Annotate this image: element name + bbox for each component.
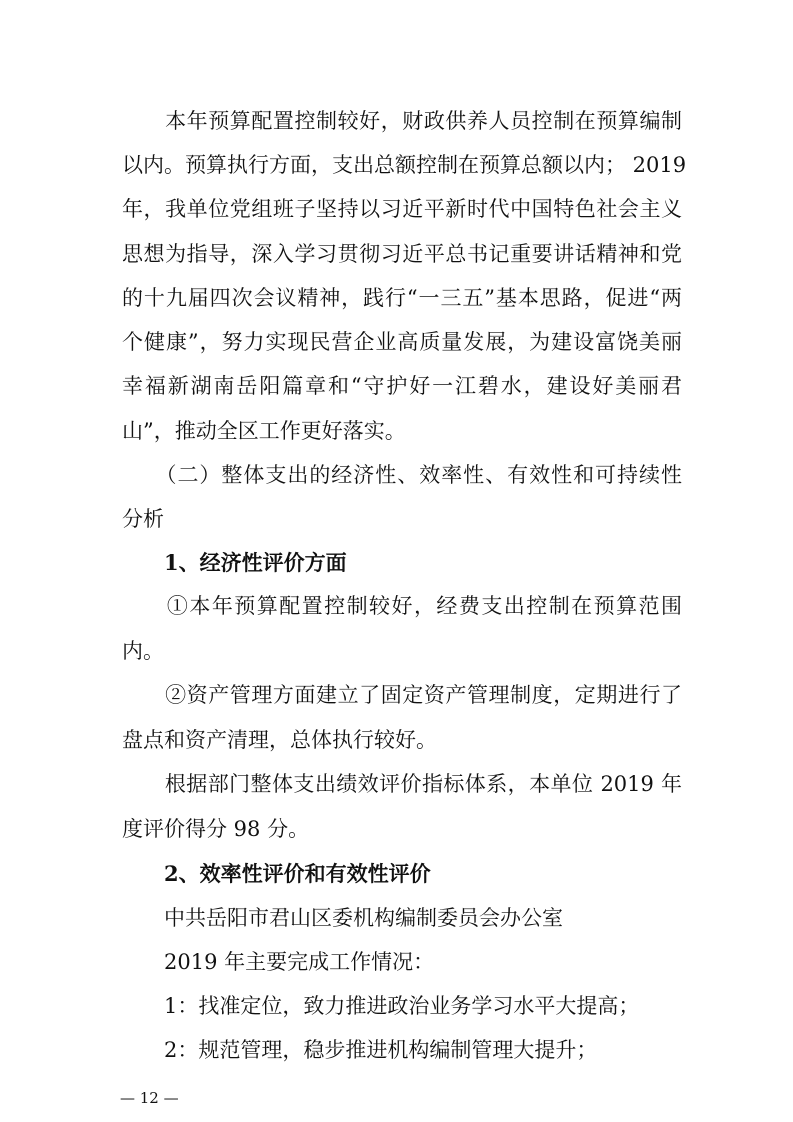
paragraph-line: 盘点和资产清理，总体执行较好。: [122, 728, 437, 752]
paragraph-line: 以内。预算执行方面，支出总额控制在预算总额以内； 2019: [122, 153, 687, 177]
paragraph-line: 度评价得分 98 分。: [122, 817, 310, 841]
paragraph-line: 思想为指导，深入学习贯彻习近平总书记重要讲话精神和党: [122, 242, 682, 266]
paragraph-line: 本年预算配置控制较好，财政供养人员控制在预算编制: [122, 109, 682, 133]
paragraph-line: 个健康”，努力实现民营企业高质量发展，为建设富饶美丽: [122, 330, 682, 354]
work-item: 1：找准定位，致力推进政治业务学习水平大提高；: [164, 994, 640, 1018]
section-heading: 分析: [122, 507, 164, 531]
section-heading: （二）整体支出的经济性、效率性、有效性和可持续性: [122, 463, 682, 487]
paragraph-line: 幸福新湖南岳阳篇章和“守护好一江碧水，建设好美丽君: [122, 374, 682, 398]
work-item: 2：规范管理，稳步推进机构编制管理大提升；: [164, 1038, 598, 1062]
paragraph-line: 山”，推动全区工作更好落实。: [122, 419, 406, 443]
paragraph-line: 年，我单位党组班子坚持以习近平新时代中国特色社会主义: [122, 197, 682, 221]
paragraph-line: 内。: [122, 639, 164, 663]
subsection-heading: 2、效率性评价和有效性评价: [164, 861, 431, 886]
work-intro: 2019 年主要完成工作情况：: [164, 950, 435, 974]
paragraph-line: ①本年预算配置控制较好，经费支出控制在预算范围: [122, 594, 682, 618]
page-number: — 12 —: [120, 1089, 179, 1107]
subsection-heading: 1、经济性评价方面: [164, 550, 347, 575]
paragraph-line: ②资产管理方面建立了固定资产管理制度，定期进行了: [122, 683, 682, 707]
paragraph-line: 根据部门整体支出绩效评价指标体系，本单位 2019 年: [122, 772, 682, 796]
paragraph-line: 的十九届四次会议精神，践行“一三五”基本思路，促进“两: [122, 286, 682, 310]
org-name: 中共岳阳市君山区委机构编制委员会办公室: [164, 906, 563, 930]
